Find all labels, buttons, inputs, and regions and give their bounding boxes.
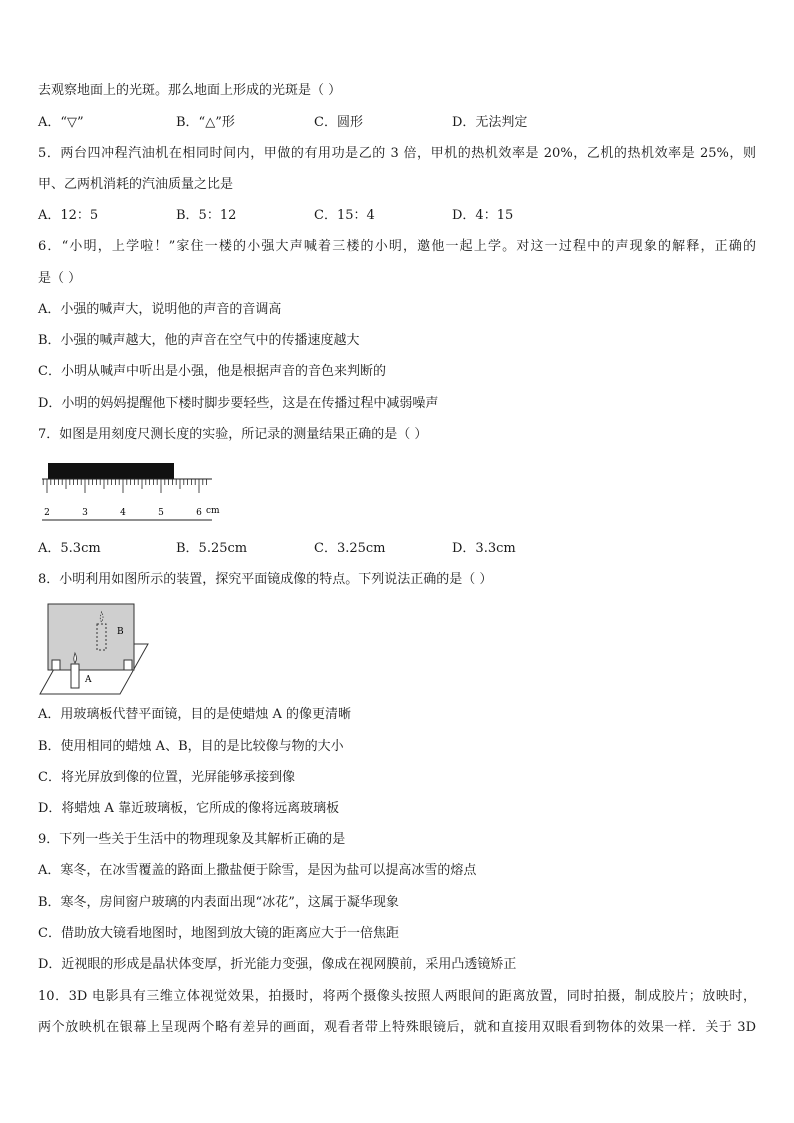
glass-plate xyxy=(48,604,134,670)
q8-option-b: B．使用相同的蜡烛 A、B，目的是比较像与物的大小 xyxy=(38,739,344,754)
q7-option-b: B．5.25cm xyxy=(176,541,248,556)
q7-option-a: A．5.3cm xyxy=(38,541,101,556)
q5-option-a: A．12：5 xyxy=(38,208,99,223)
q8-option-c: C．将光屏放到像的位置，光屏能够承接到像 xyxy=(38,770,295,785)
q4-option-c: C．圆形 xyxy=(314,115,363,130)
q9-option-b: B．寒冬，房间窗户玻璃的内表面出现“冰花”，这属于凝华现象 xyxy=(38,895,399,910)
q8-stem: 8．小明利用如图所示的装置，探究平面镜成像的特点。下列说法正确的是（ ） xyxy=(38,572,493,587)
measured-bar xyxy=(48,463,174,479)
mirror-experiment-diagram xyxy=(38,600,150,698)
q9-option-a: A．寒冬，在冰雪覆盖的路面上撒盐便于除雪，是因为盐可以提高冰雪的熔点 xyxy=(38,863,477,878)
q7-option-d: D．3.3cm xyxy=(452,541,516,556)
q5-stem-line2: 甲、乙两机消耗的汽油质量之比是 xyxy=(38,177,234,192)
ruler-unit: cm xyxy=(206,506,220,516)
ruler-ticks xyxy=(43,479,206,493)
q6-option-d: D．小明的妈妈提醒他下楼时脚步要轻些，这是在传播过程中减弱噪声 xyxy=(38,396,439,411)
q5-option-d: D．4：15 xyxy=(452,208,514,223)
ruler-label-6: 6 xyxy=(196,508,202,518)
q8-option-a: A．用玻璃板代替平面镜，目的是使蜡烛 A 的像更清晰 xyxy=(38,707,352,722)
ruler-diagram xyxy=(38,458,228,524)
q8-option-d: D．将蜡烛 A 靠近玻璃板，它所成的像将远离玻璃板 xyxy=(38,801,340,816)
q6-stem-line1: 6．“小明，上学啦！”家住一楼的小强大声喊着三楼的小明，邀他一起上学。对这一过程中的声现象的解释，正确的 xyxy=(38,239,756,254)
label-b: B xyxy=(117,627,124,637)
mirror-experiment-figure xyxy=(38,600,150,698)
q6-option-b: B．小强的喊声越大，他的声音在空气中的传播速度越大 xyxy=(38,333,360,348)
label-a: A xyxy=(85,675,92,685)
q7-stem: 7．如图是用刻度尺测长度的实验，所记录的测量结果正确的是（ ） xyxy=(38,427,428,442)
q10-stem-line1: 10．3D 电影具有三维立体视觉效果，拍摄时，将两个摄像头按照人两眼间的距离放置，同时拍摄，制成胶片；放映时， xyxy=(38,989,756,1004)
q4-option-d: D．无法判定 xyxy=(452,115,528,130)
ruler-label-4: 4 xyxy=(120,508,126,518)
ruler-figure xyxy=(38,458,228,524)
q5-option-c: C．15：4 xyxy=(314,208,375,223)
q6-option-c: C．小明从喊声中听出是小强，他是根据声音的音色来判断的 xyxy=(38,364,386,379)
q5-option-b: B．5：12 xyxy=(176,208,237,223)
q4-stem-tail: 去观察地面上的光斑。那么地面上形成的光斑是（ ） xyxy=(38,83,342,98)
q4-option-a: A．“▽” xyxy=(38,115,84,130)
q10-stem-line2: 两个放映机在银幕上呈现两个略有差异的画面，观看者带上特殊眼镜后，就和直接用双眼看到物体的效果一样．关于 3D xyxy=(38,1020,756,1035)
ruler-label-2: 2 xyxy=(44,508,50,518)
q5-stem-line1: 5．两台四冲程汽油机在相同时间内，甲做的有用功是乙的 3 倍，甲机的热机效率是 20%，乙机的热机效率是 25%，则 xyxy=(38,146,756,161)
left-support xyxy=(52,660,60,670)
q9-option-d: D．近视眼的形成是晶状体变厚，折光能力变强，像成在视网膜前，采用凸透镜矫正 xyxy=(38,957,517,972)
candle-a xyxy=(71,664,79,688)
q6-option-a: A．小强的喊声大，说明他的声音的音调高 xyxy=(38,302,282,317)
q4-option-b: B．“△”形 xyxy=(176,115,235,130)
ruler-label-5: 5 xyxy=(158,508,164,518)
q9-stem: 9．下列一些关于生活中的物理现象及其解析正确的是 xyxy=(38,832,346,847)
right-support xyxy=(124,660,132,670)
q6-stem-line2: 是（ ） xyxy=(38,271,82,286)
q7-option-c: C．3.25cm xyxy=(314,541,386,556)
ruler-label-3: 3 xyxy=(82,508,88,518)
q9-option-c: C．借助放大镜看地图时，地图到放大镜的距离应大于一倍焦距 xyxy=(38,926,399,941)
